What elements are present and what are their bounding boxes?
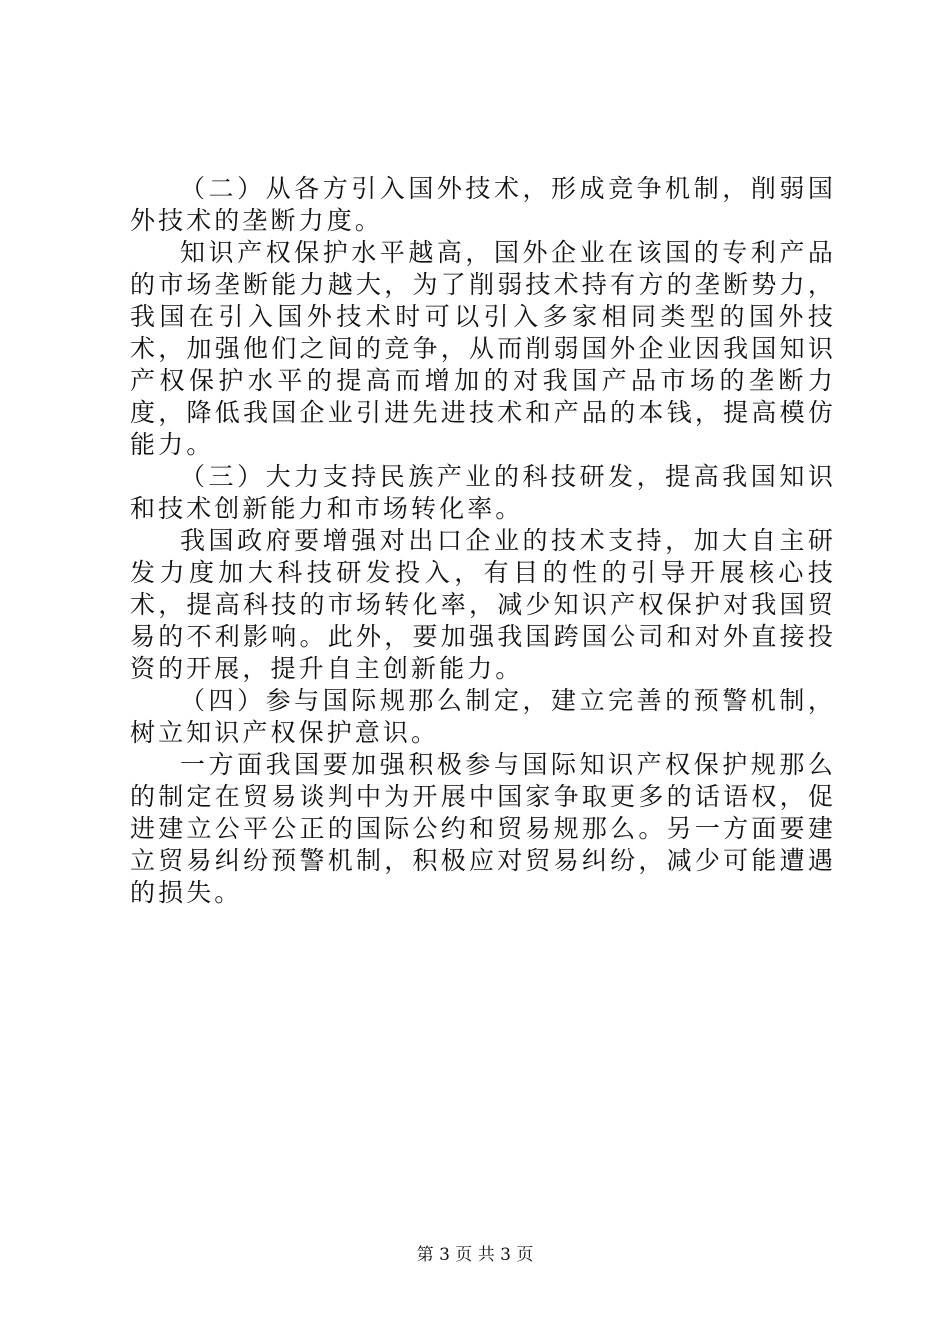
page-footer: 第 3 页 共 3 页: [416, 1245, 534, 1265]
heading-section-4: （四）参与国际规那么制定，建立完善的预警机制，树立知识产权保护意识。: [130, 686, 836, 747]
heading-section-2: （二）从各方引入国外技术，形成竞争机制，削弱国外技术的垄断力度。: [130, 174, 836, 235]
paragraph-section-3-body: 我国政府要增强对出口企业的技术支持，加大自主研发力度加大科技研发投入，有目的性的引导开展核心技术，提高科技的市场转化率，减少知识产权保护对我国贸易的不利影响。此外，要加强我国跨国公司和对外直接投资的开展，提升自主创新能力。: [130, 526, 836, 683]
document-body: [130, 173, 836, 909]
paragraph-section-2-body: 知识产权保护水平越高，国外企业在该国的专利产品的市场垄断能力越大，为了削弱技术持有方的垄断势力，我国在引入国外技术时可以引入多家相同类型的国外技术，加强他们之间的竞争，从而削弱国外企业因我国知识产权保护水平的提高而增加的对我国产品市场的垄断力度，降低我国企业引进先进技术和产品的本钱，提高模仿能力。: [130, 238, 836, 459]
paragraph-section-4-body: 一方面我国要加强积极参与国际知识产权保护规那么的制定在贸易谈判中为开展中国家争取更多的话语权，促进建立公平公正的国际公约和贸易规那么。另一方面要建立贸易纠纷预警机制，积极应对贸易纠纷，减少可能遭遇的损失。: [130, 750, 836, 907]
heading-section-3: （三）大力支持民族产业的科技研发，提高我国知识和技术创新能力和市场转化率。: [130, 462, 836, 523]
